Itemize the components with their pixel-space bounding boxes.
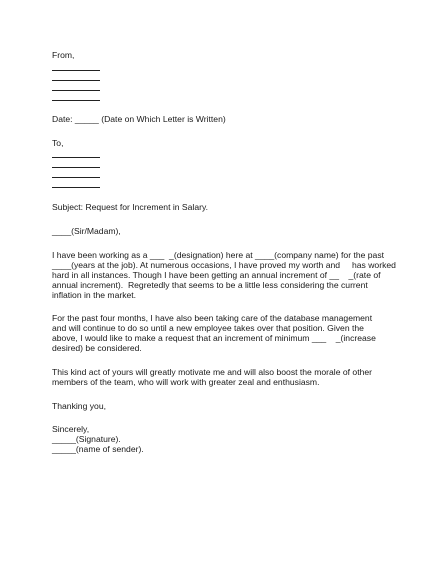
paragraph-3-line: members of the team, who will work with greater zeal and enthusiasm. xyxy=(52,377,320,387)
paragraph-2-line: above, I would like to make a request that an increment of minimum ___ _(increase xyxy=(52,333,376,343)
sender-name-line: _____(name of sender). xyxy=(52,444,144,454)
to-blank-line xyxy=(52,187,100,188)
from-label: From, xyxy=(52,50,75,60)
to-blank-line xyxy=(52,157,100,158)
thanks-line: Thanking you, xyxy=(52,401,106,411)
to-blank-line xyxy=(52,167,100,168)
from-blank-line xyxy=(52,70,100,71)
paragraph-2-line: and will continue to do so until a new employee takes over that position. Given the xyxy=(52,323,364,333)
paragraph-1-line: hard in all instances. Though I have been getting an annual increment of __ _(rate of xyxy=(52,270,381,280)
to-label: To, xyxy=(52,138,64,148)
paragraph-3-line: This kind act of yours will greatly motivate me and will also boost the morale of other xyxy=(52,367,373,377)
from-blank-line xyxy=(52,80,100,81)
subject-line: Subject: Request for Increment in Salary. xyxy=(52,202,209,212)
closing-line: Sincerely, xyxy=(52,424,90,434)
signature-line: _____(Signature). xyxy=(52,434,121,444)
paragraph-1-line: inflation in the market. xyxy=(52,290,137,300)
to-blank-line xyxy=(52,177,100,178)
paragraph-2-line: For the past four months, I have also been taking care of the database management xyxy=(52,313,373,323)
date-line: Date: _____ (Date on Which Letter is Written) xyxy=(52,114,226,124)
paragraph-1-line: annual increment). Regretedly that seems to be a little less considering the current xyxy=(52,280,368,290)
paragraph-1-line: I have been working as a ___ _(designation) here at ____(company name) for the past xyxy=(52,250,385,260)
from-blank-line xyxy=(52,100,100,101)
paragraph-2-line: desired) be considered. xyxy=(52,343,142,353)
salutation: ____(Sir/Madam), xyxy=(52,226,121,236)
paragraph-1-line: ____(years at the job). At numerous occasions, I have proved my worth and has worked xyxy=(52,260,396,270)
from-blank-line xyxy=(52,90,100,91)
